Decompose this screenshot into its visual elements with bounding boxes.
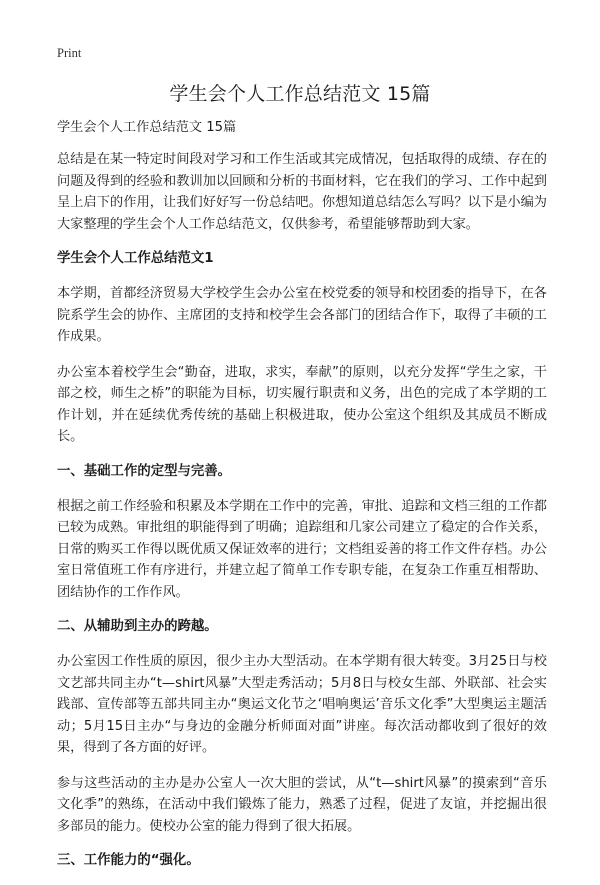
article-heading: 学生会个人工作总结范文1 — [57, 251, 214, 266]
intro-paragraph: 总结是在某一特定时间段对学习和工作生活或其完成情况，包括取得的成绩、存在的问题及得到的经验和教训加以回顾和分析的书面材料，它在我们的学习、工作中起到呈上启下的作用，让我们好好写一份总结吧。你想知道总结怎么写吗？以下是小编为大家整理的学生会个人工作总结范文，仅供参考，希望能够帮助到大家。 — [57, 152, 547, 232]
section-1-heading: 一、基础工作的定型与完善。 — [57, 463, 232, 479]
section-2-heading: 二、从辅助到主办的跨越。 — [57, 619, 218, 634]
section-2-paragraph-1: 办公室因工作性质的原因，很少主办大型活动。在本学期有很大转变。3月25日与校文艺部共同主办“t—shirt风暴”大型走秀活动；5月8日与校女生部、外联部、社会实践部、宣传部等五部共同主办“奥运文化节之‘唱响奥运’音乐文化季”大型奥运主题活动；5月15日主办“与身边的金融分析师面对面”讲座。每次活动都收到了很好的效果，得到了各方面的好评。 — [57, 654, 547, 755]
document-subtitle: 学生会个人工作总结范文 15篇 — [57, 120, 237, 135]
paragraph-1: 本学期，首都经济贸易大学校学生会办公室在校党委的领导和校团委的指导下，在各院系学生会的协作、主席团的支持和校学生会各部门的团结合作下，取得了丰硕的工作成果。 — [57, 286, 547, 344]
section-1-paragraph: 根据之前工作经验和积累及本学期在工作中的完善，审批、追踪和文档三组的工作都已较为成熟。审批组的职能得到了明确；追踪组和几家公司建立了稳定的合作关系，日常的购买工作得以既优质又保证效率的进行；文档组妥善的将工作文件存档。办公室日常值班工作有序进行，并建立起了简单工作专职专能，在复杂工作重互相帮助、团结协作的工作作风。 — [57, 498, 547, 600]
document-title: 学生会个人工作总结范文 15篇 — [169, 83, 431, 105]
section-2-paragraph-2: 参与这些活动的主办是办公室人一次大胆的尝试，从“t—shirt风暴”的摸索到“音乐文化季”的熟练，在活动中我们锻炼了能力，熟悉了过程，促进了友谊，并挖掘出很多部员的能力。使校办公室的能力得到了很大拓展。 — [57, 775, 547, 834]
section-3-heading: 三、工作能力的“强化。 — [57, 853, 200, 868]
paragraph-2: 办公室本着校学生会“勤奋，进取，求实，奉献”的原则，以充分发挥“学生之家，干部之校，师生之桥”的职能为目标，切实履行职责和义务，出色的完成了本学期的工作计划，并在延续优秀传统的基础上积极进取，使办公室这个组织及其成员不断成长。 — [57, 364, 547, 444]
print-link[interactable]: Print — [57, 46, 82, 60]
document-body — [57, 118, 547, 885]
